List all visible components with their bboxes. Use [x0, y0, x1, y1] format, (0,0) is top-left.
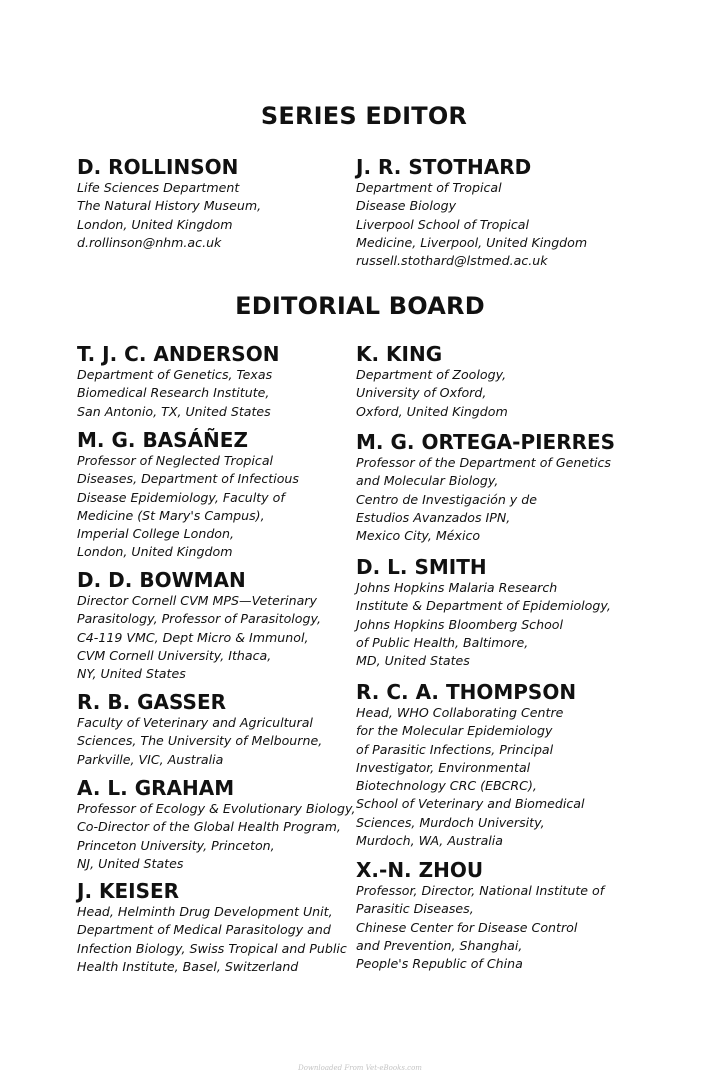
member-affiliation: Head, WHO Collaborating Centre for the Molecular Epidemiology of Parasitic Infections, Principal Investigator, Environmental Biotechnology CRC (EBCRC), School of Veterinary and Biomedical Sciences, Murdoch University, Murdoch, WA, Australia: [356, 705, 585, 849]
editorial-board-heading: EDITORIAL BOARD: [235, 292, 485, 320]
board-member-zhou: [356, 858, 604, 973]
series-editor-entry-rollinson: [77, 155, 261, 252]
member-affiliation: Head, Helminth Drug Development Unit, Department of Medical Parasitology and Infection Biology, Swiss Tropical and Public Health Institute, Basel, Switzerland: [77, 904, 347, 974]
member-name: M. G. BASÁÑEZ: [77, 428, 248, 452]
board-member-smith: [356, 555, 611, 670]
editor-affiliation: Department of Tropical Disease Biology Liverpool School of Tropical Medicine, Liverpool, United Kingdom russell.stothard@lstmed.ac.uk: [356, 180, 588, 269]
member-name: R. B. GASSER: [77, 690, 227, 714]
download-watermark: Downloaded From Vet-eBooks.com: [298, 1064, 422, 1072]
member-name: D. D. BOWMAN: [77, 568, 246, 592]
member-affiliation: Professor of Neglected Tropical Diseases, Department of Infectious Disease Epidemiology, Faculty of Medicine (St Mary's Campus), Imperial College London, London, United Kingdom: [77, 453, 299, 560]
member-name: R. C. A. THOMPSON: [356, 680, 577, 704]
member-name: K. KING: [356, 342, 443, 366]
board-member-graham: [77, 776, 355, 873]
editor-affiliation: Life Sciences Department The Natural History Museum, London, United Kingdom d.rollinson@nhm.ac.uk: [77, 180, 262, 250]
member-affiliation: Department of Genetics, Texas Biomedical Research Institute, San Antonio, TX, United States: [77, 367, 273, 419]
editor-name: J. R. STOTHARD: [356, 155, 532, 179]
board-member-keiser: [77, 879, 347, 976]
board-member-gasser: [77, 690, 322, 769]
series-editor-entry-stothard: [356, 155, 587, 270]
member-affiliation: Department of Zoology, University of Oxford, Oxford, United Kingdom: [356, 367, 508, 419]
board-member-basanez: [77, 428, 299, 562]
editor-name: D. ROLLINSON: [77, 155, 239, 179]
member-name: X.-N. ZHOU: [356, 858, 484, 882]
board-member-anderson: [77, 342, 279, 421]
series-editor-heading: SERIES EDITOR: [260, 102, 468, 130]
board-member-thompson: [356, 680, 584, 850]
board-member-bowman: [77, 568, 321, 683]
member-affiliation: Professor of Ecology & Evolutionary Biology, Co-Director of the Global Health Program, Princeton University, Princeton, NJ, United States: [77, 801, 356, 871]
member-name: J. KEISER: [77, 879, 180, 903]
member-name: M. G. ORTEGA-PIERRES: [356, 430, 616, 454]
member-name: A. L. GRAHAM: [77, 776, 235, 800]
member-affiliation: Professor of the Department of Genetics and Molecular Biology, Centro de Investigación y de Estudios Avanzados IPN, Mexico City, México: [356, 455, 611, 544]
member-name: D. L. SMITH: [356, 555, 487, 579]
board-member-king: [356, 342, 508, 421]
member-name: T. J. C. ANDERSON: [77, 342, 280, 366]
member-affiliation: Johns Hopkins Malaria Research Institute & Department of Epidemiology, Johns Hopkins Bloomberg School of Public Health, Baltimore, MD, United States: [356, 580, 611, 669]
board-member-ortega-pierres: [356, 430, 615, 545]
member-affiliation: Professor, Director, National Institute of Parasitic Diseases, Chinese Center for Disease Control and Prevention, Shanghai, People's Republic of China: [356, 883, 605, 972]
member-affiliation: Director Cornell CVM MPS—Veterinary Parasitology, Professor of Parasitology, C4-119 VMC, Dept Micro & Immunol, CVM Cornell University, Ithaca, NY, United States: [77, 593, 321, 682]
member-affiliation: Faculty of Veterinary and Agricultural Sciences, The University of Melbourne, Parkville, VIC, Australia: [77, 715, 323, 767]
